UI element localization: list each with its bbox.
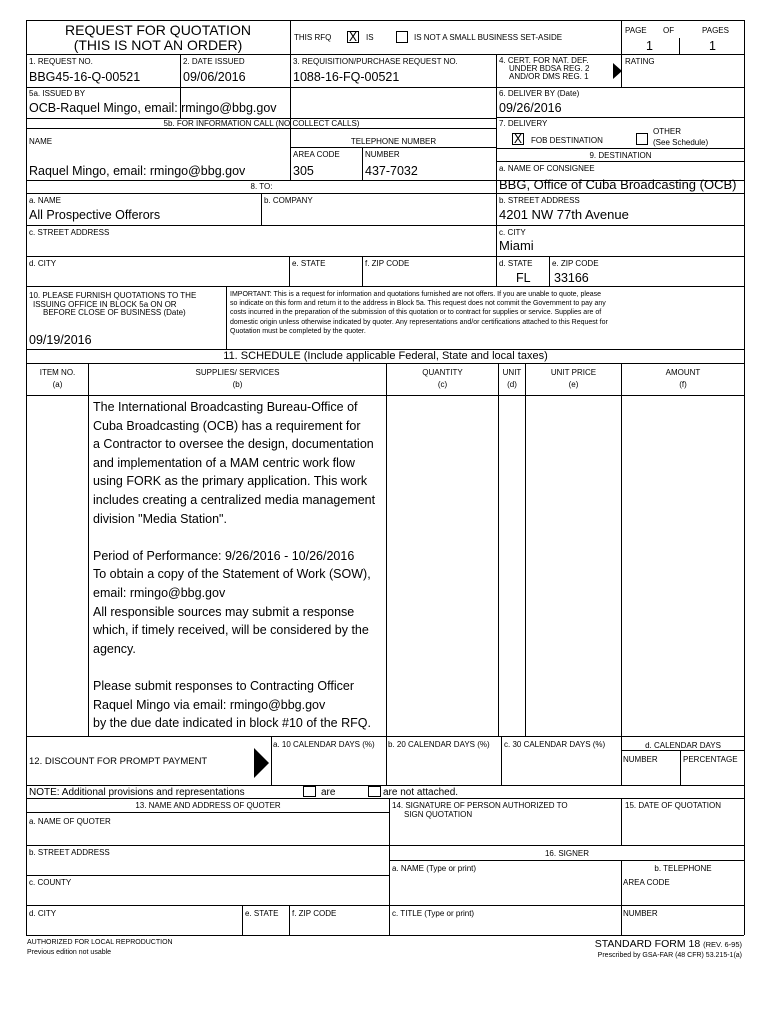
discount-a-label: a. 10 CALENDAR DAYS (%) (273, 740, 375, 749)
dest-state-value[interactable]: FL (516, 271, 531, 285)
deliver-by-value[interactable]: 09/26/2016 (499, 101, 562, 115)
discount-d-label: d. CALENDAR DAYS (645, 741, 721, 750)
date-issued-value[interactable]: 09/06/2016 (183, 70, 246, 84)
dest-state-label: d. STATE (499, 259, 533, 268)
col-price-header: UNIT PRICE (e) (550, 368, 597, 389)
col-amount-header: AMOUNT (f) (665, 368, 701, 389)
discount-percentage-label: PERCENTAGE (683, 755, 738, 764)
destination-label: 9. DESTINATION (589, 151, 652, 160)
area-code-label: AREA CODE (293, 150, 340, 159)
quoter-zip-label: f. ZIP CODE (292, 909, 337, 918)
to-company-label: b. COMPANY (264, 196, 313, 205)
dest-street-label: b. STREET ADDRESS (499, 196, 580, 205)
signer-telephone-label: b. TELEPHONE (654, 864, 712, 873)
contact-name-value[interactable]: Raquel Mingo, email: rmingo@bbg.gov (29, 164, 246, 178)
discount-arrow-icon (254, 748, 269, 778)
request-no-label: 1. REQUEST NO. (29, 57, 93, 66)
requisition-value[interactable]: 1088-16-FQ-00521 (293, 70, 400, 84)
dest-zip-value[interactable]: 33166 (554, 271, 589, 285)
pages-value: 1 (709, 39, 716, 53)
is-not-checkbox[interactable] (396, 31, 408, 43)
quoter-street-label: b. STREET ADDRESS (29, 848, 110, 857)
pages-label: PAGES (702, 26, 729, 35)
block10-label: 10. PLEASE FURNISH QUOTATIONS TO THE ISSUING OFFICE IN BLOCK 5a ON OR BEFORE CLOSE OF BUSINESS (Date) (29, 292, 197, 317)
to-state-label: e. STATE (292, 259, 326, 268)
form-title-line2: (THIS IS NOT AN ORDER) (73, 37, 243, 53)
form-prescribed: Prescribed by GSA-FAR (48 CFR) 53.215-1(a) (597, 952, 742, 959)
area-code-value[interactable]: 305 (293, 164, 314, 178)
col-qty-header: QUANTITY (c) (422, 368, 463, 389)
requisition-label: 3. REQUISITION/PURCHASE REQUEST NO. (293, 57, 458, 66)
consignee-label: a. NAME OF CONSIGNEE (499, 164, 595, 173)
footer-right (480, 938, 742, 961)
issued-by-label: 5a. ISSUED BY (29, 89, 86, 98)
number-value[interactable]: 437-7032 (365, 164, 418, 178)
number-label: NUMBER (365, 150, 400, 159)
page-value: 1 (646, 39, 653, 53)
this-rfq-label: THIS RFQ (294, 33, 332, 42)
contact-name-label: NAME (29, 137, 53, 146)
date-of-quotation-label: 15. DATE OF QUOTATION (625, 801, 722, 810)
request-no-value[interactable]: BBG45-16-Q-00521 (29, 70, 141, 84)
delivery-label: 7. DELIVERY (499, 119, 548, 128)
col-supplies-header: SUPPLIES/ SERVICES (b) (195, 368, 280, 389)
issued-by-value[interactable]: OCB-Raquel Mingo, email: rmingo@bbg.gov (29, 101, 277, 115)
schedule-description: The International Broadcasting Bureau-Office of Cuba Broadcasting (OCB) has a requirement for a Contractor to oversee the design, documentation and implementation of a MAM centric work flow using FORK as the primary application. This work includes creating a centralized media management division "Media Station". Period of Performance: 9/26/2016 - 10/26/2016 To obtain a copy of the Statement of Work (SOW), email: rmingo@bbg.gov All responsible sources may submit a response which, if timely received, will be considered by the agency. Please submit responses to Contracting Officer Raquel Mingo via email: rmingo@bbg.gov by the due date indicated in block #10 of the RFQ. (93, 400, 376, 731)
signer-area-code-label: AREA CODE (623, 878, 670, 887)
important-notice: IMPORTANT: This is a request for information and quotations furnished are not offers. If you are unable to quote, please so indicate on this form and return it to the address in Block 5a. This request does not commit the Government to pay any costs incurred in the preparation of the submission of this quotation or to contract for supplies or service. Supplies are of domestic origin unless otherwise indicated by quoter. Any representations and/or certifications attached to this Request for Quotation must be completed by the quoter. (230, 291, 608, 335)
quoter-state-label: e. STATE (245, 909, 279, 918)
signer-name-label: a. NAME (Type or print) (392, 864, 477, 873)
note-are-label: are (321, 787, 336, 798)
to-street-label: c. STREET ADDRESS (29, 228, 110, 237)
other-label: OTHER (653, 127, 681, 136)
discount-b-label: b. 20 CALENDAR DAYS (%) (388, 740, 490, 749)
form-title-line1: REQUEST FOR QUOTATION (65, 23, 251, 38)
footer-left: AUTHORIZED FOR LOCAL REPRODUCTION Previous edition not usable (27, 939, 173, 956)
quoter-county-label: c. COUNTY (29, 878, 72, 887)
dest-zip-label: e. ZIP CODE (552, 259, 599, 268)
consignee-value[interactable]: BBG, Office of Cuba Broadcasting (OCB) (499, 178, 737, 192)
cert-label: 4. CERT. FOR NAT. DEF. UNDER BDSA REG. 2 AND/OR DMS REG. 1 (499, 57, 590, 81)
block10-value[interactable]: 09/19/2016 (29, 333, 92, 347)
dest-city-label: c. CITY (499, 228, 526, 237)
col-unit-header: UNIT (d) (502, 368, 522, 389)
info-call-title: 5b. FOR INFORMATION CALL (NO COLLECT CALLS) (163, 119, 360, 128)
is-label: IS (366, 33, 374, 42)
signer-number-label: NUMBER (623, 909, 658, 918)
cert-arrow-icon (613, 63, 622, 79)
to-zip-label: f. ZIP CODE (365, 259, 410, 268)
signature-label: 14. SIGNATURE OF PERSON AUTHORIZED TO SIGN QUOTATION (392, 801, 568, 819)
signer-title-label: c. TITLE (Type or print) (392, 909, 475, 918)
to-name-label: a. NAME (29, 196, 62, 205)
date-issued-label: 2. DATE ISSUED (183, 57, 245, 66)
is-checkbox[interactable]: X (348, 30, 358, 44)
dest-street-value[interactable]: 4201 NW 77th Avenue (499, 208, 629, 222)
discount-c-label: c. 30 CALENDAR DAYS (%) (504, 740, 606, 749)
note-are-checkbox[interactable] (303, 786, 316, 797)
to-label: 8. TO: (250, 182, 273, 191)
to-name-value[interactable]: All Prospective Offerors (29, 208, 161, 222)
note-are-not-checkbox[interactable] (368, 786, 381, 797)
quoter-city-label: d. CITY (29, 909, 57, 918)
discount-number-label: NUMBER (623, 755, 658, 764)
other-checkbox[interactable] (636, 133, 648, 145)
see-schedule-label: (See Schedule) (653, 138, 709, 147)
is-not-label: IS NOT A SMALL BUSINESS SET-ASIDE (414, 33, 563, 42)
discount-label: 12. DISCOUNT FOR PROMPT PAYMENT (29, 756, 208, 767)
form-number: STANDARD FORM 18 (594, 938, 701, 950)
to-city-label: d. CITY (29, 259, 57, 268)
deliver-by-label: 6. DELIVER BY (Date) (499, 89, 580, 98)
form-revision: (REV. 6-95) (703, 940, 742, 949)
note-text: NOTE: Additional provisions and representations (29, 787, 245, 798)
rating-label: RATING (625, 57, 655, 66)
quoter-name-label: a. NAME OF QUOTER (29, 817, 111, 826)
signer-label: 16. SIGNER (544, 849, 589, 858)
note-are-not-label: are not attached. (383, 787, 459, 798)
form-title (27, 23, 289, 53)
fob-destination-checkbox[interactable]: X (513, 132, 523, 146)
of-label: OF (663, 26, 675, 35)
col-item-header: ITEM NO. (a) (39, 368, 76, 389)
page-label: PAGE (625, 26, 647, 35)
fob-destination-label: FOB DESTINATION (531, 136, 603, 145)
telephone-label: TELEPHONE NUMBER (350, 137, 437, 146)
schedule-title: 11. SCHEDULE (Include applicable Federal, State and local taxes) (223, 350, 548, 362)
quoter-title: 13. NAME AND ADDRESS OF QUOTER (135, 801, 281, 810)
dest-city-value[interactable]: Miami (499, 239, 534, 253)
